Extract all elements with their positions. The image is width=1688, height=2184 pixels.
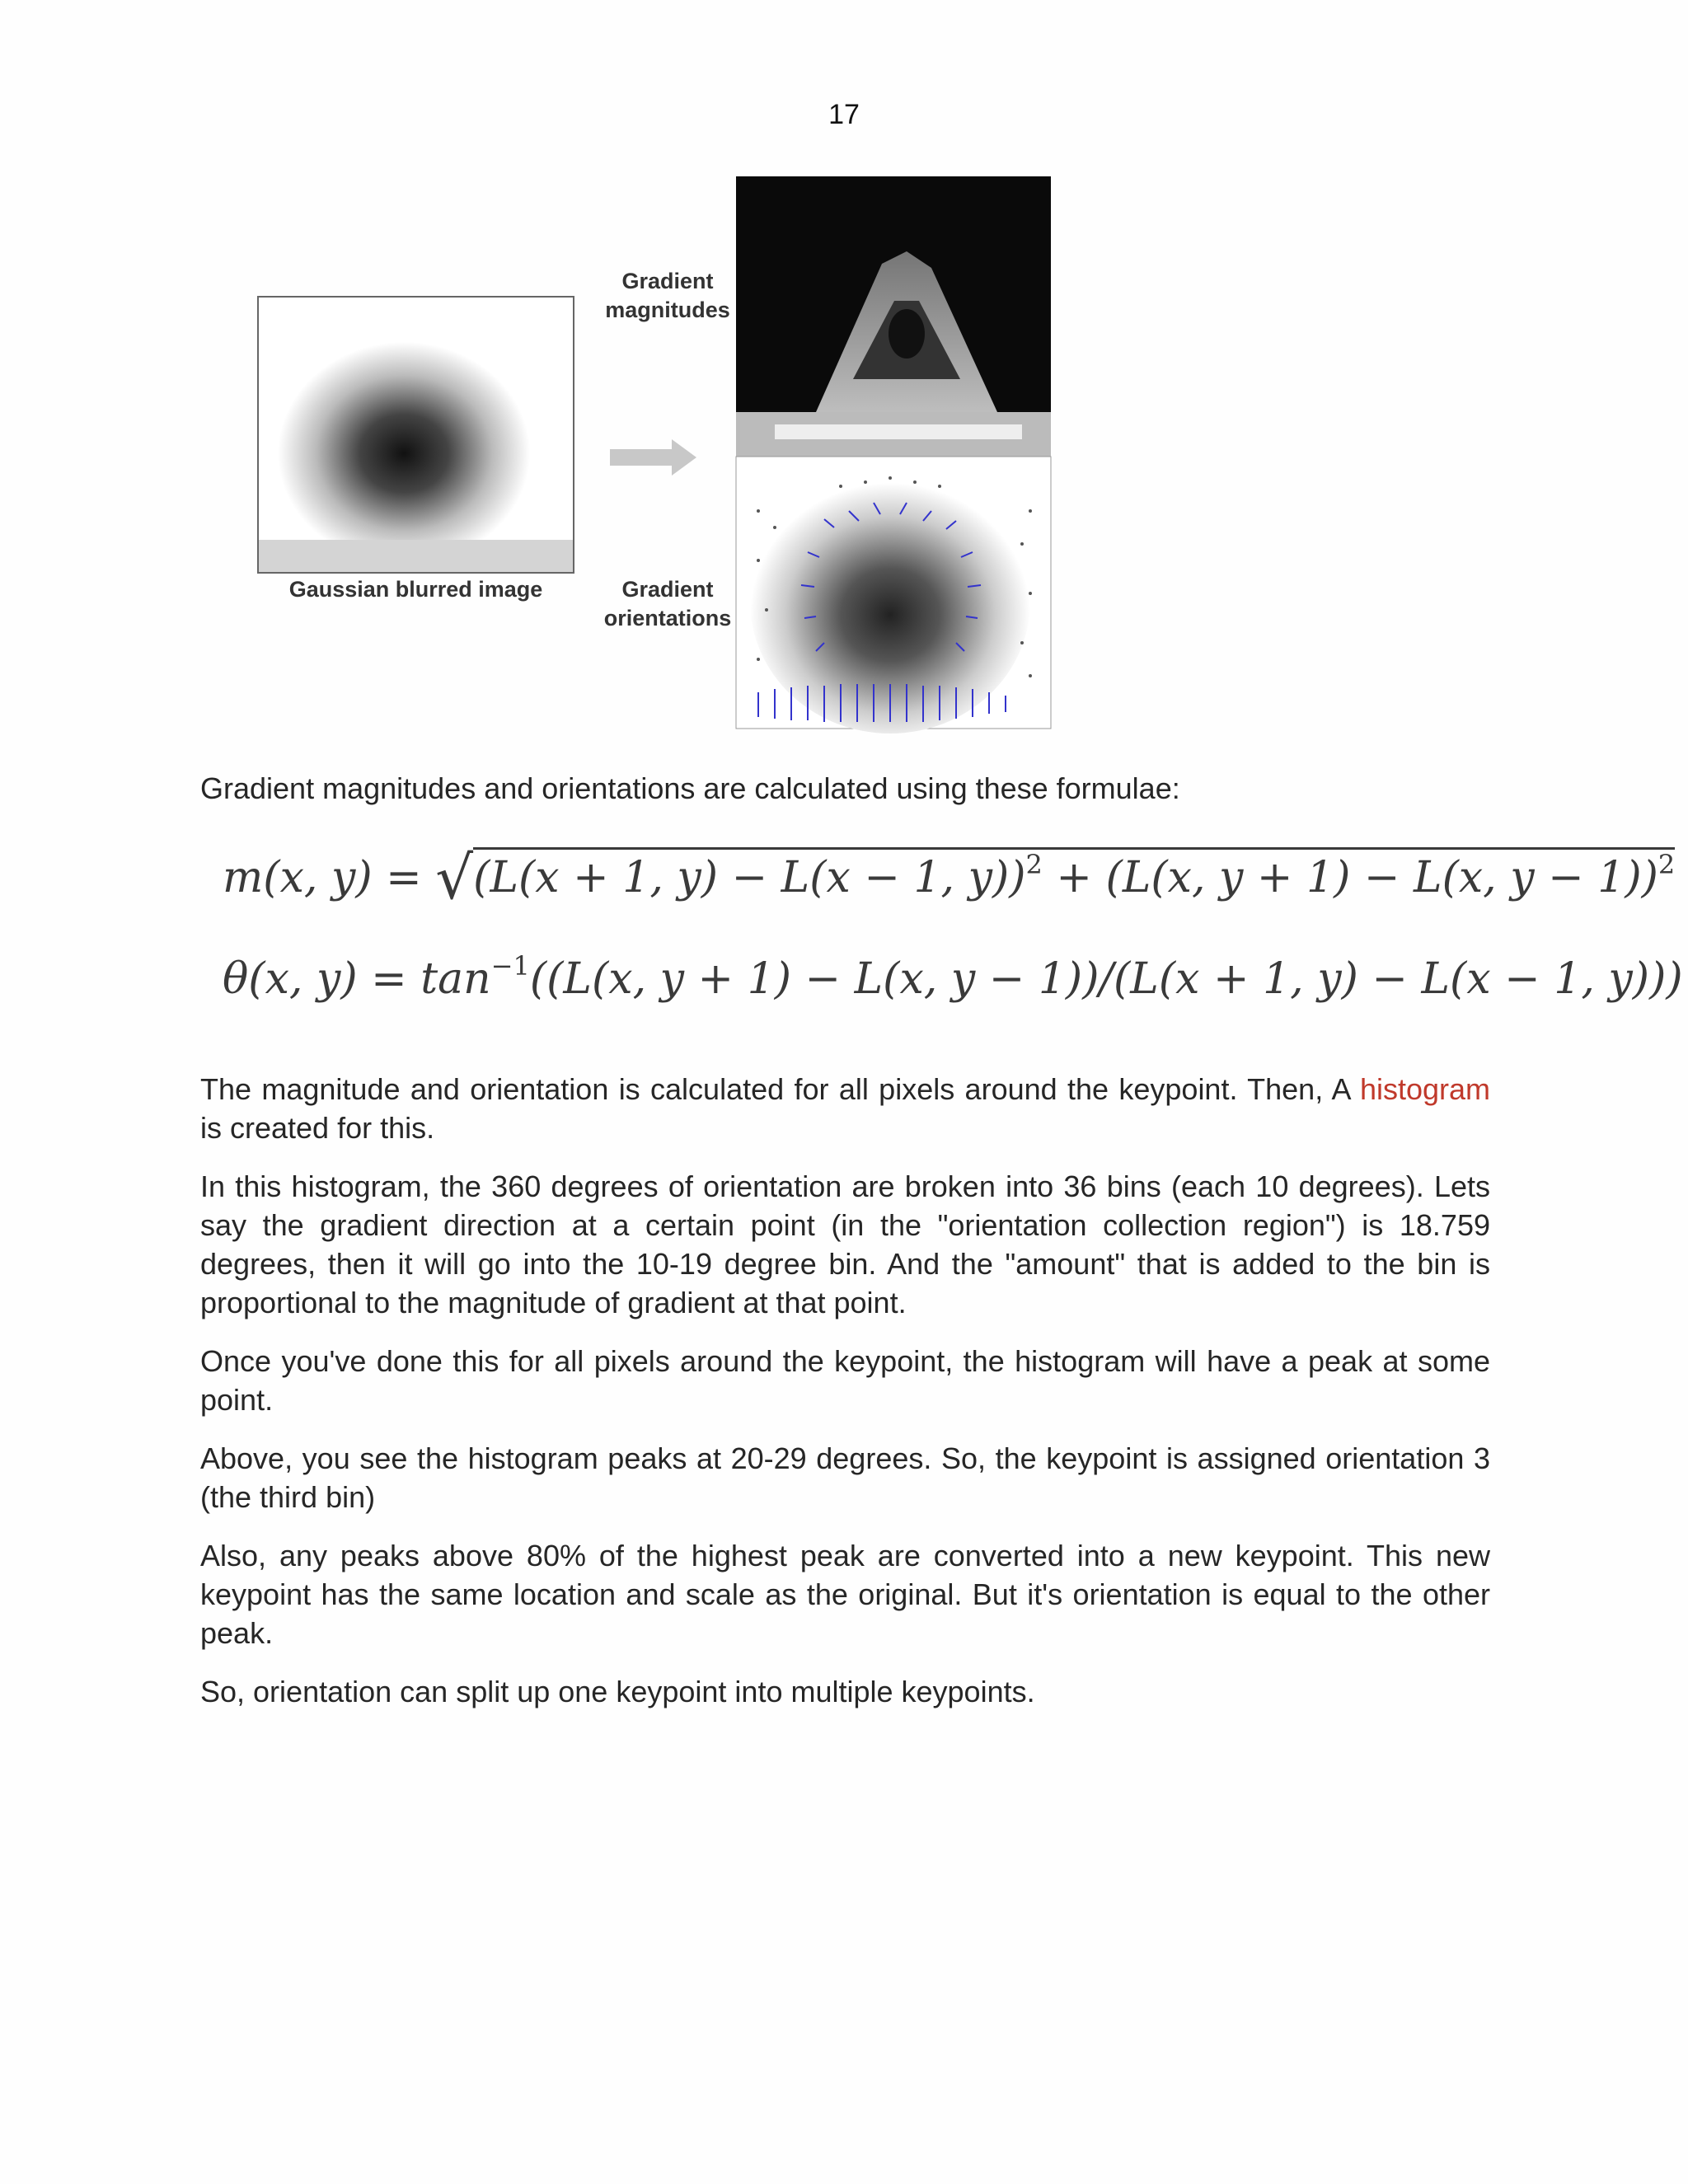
sift-gradient-figure	[247, 165, 1071, 742]
gradient-magnitudes-label: Gradient magnitudes	[605, 269, 730, 322]
gradient-magnitudes-image	[736, 176, 1051, 457]
orientation-formula: θ(x, $y) = \tan^{-1}((L(x$, y + 1) − L(x, y − 1))/(L(x + 1, y) − L(x − 1, y)))	[223, 950, 1683, 1004]
page-number: 17	[828, 99, 860, 130]
histogram-link[interactable]: histogram	[1359, 1072, 1490, 1106]
gaussian-blurred-image-label: Gaussian blurred image	[288, 577, 543, 602]
paragraph-3: Once you've done this for all pixels around the keypoint, the histogram will have a peak at some point.	[200, 1344, 1490, 1417]
paragraph-1: The magnitude and orientation is calculated for all pixels around the keypoint. Then, A histogram is created for this.	[200, 1072, 1490, 1145]
gaussian-blurred-image	[258, 297, 574, 573]
intro-text: Gradient magnitudes and orientations are calculated using these formulae:	[200, 771, 1180, 805]
transform-arrow	[610, 439, 696, 476]
paragraph-5: Also, any peaks above 80% of the highest peak are converted into a new keypoint. This new keypoint has the same location and scale as the original. But it's orientation is equal to the other peak.	[200, 1539, 1490, 1650]
body-text	[200, 1070, 1490, 1731]
paragraph-6: So, orientation can split up one keypoint into multiple keypoints.	[200, 1675, 1035, 1708]
paragraph-2: In this histogram, the 360 degrees of orientation are broken into 36 bins (each 10 degrees). Lets say the gradient direction at a certain point (in the "orientation collection region") is 18.759 degrees, then it will go into the 10-19 degree bin. And the "amount" that is added to the bin is proportional to the magnitude of gradient at that point.	[200, 1169, 1490, 1319]
figure-graphic	[247, 165, 1071, 742]
exponent-2: 2	[1658, 849, 1676, 880]
gradient-orientations-image	[736, 457, 1051, 733]
paragraph-4: Above, you see the histogram peaks at 20-29 degrees. So, the keypoint is assigned orientation 3 (the third bin)	[200, 1441, 1490, 1514]
gradient-orientations-label: Gradient orientations	[603, 577, 732, 630]
magnitude-formula: m(x, y) = √(L(x + 1, y) − L(x − 1, y))$^2$ + (L(x, y + 1) − L(x, y − 1))$^2$	[223, 843, 1676, 912]
